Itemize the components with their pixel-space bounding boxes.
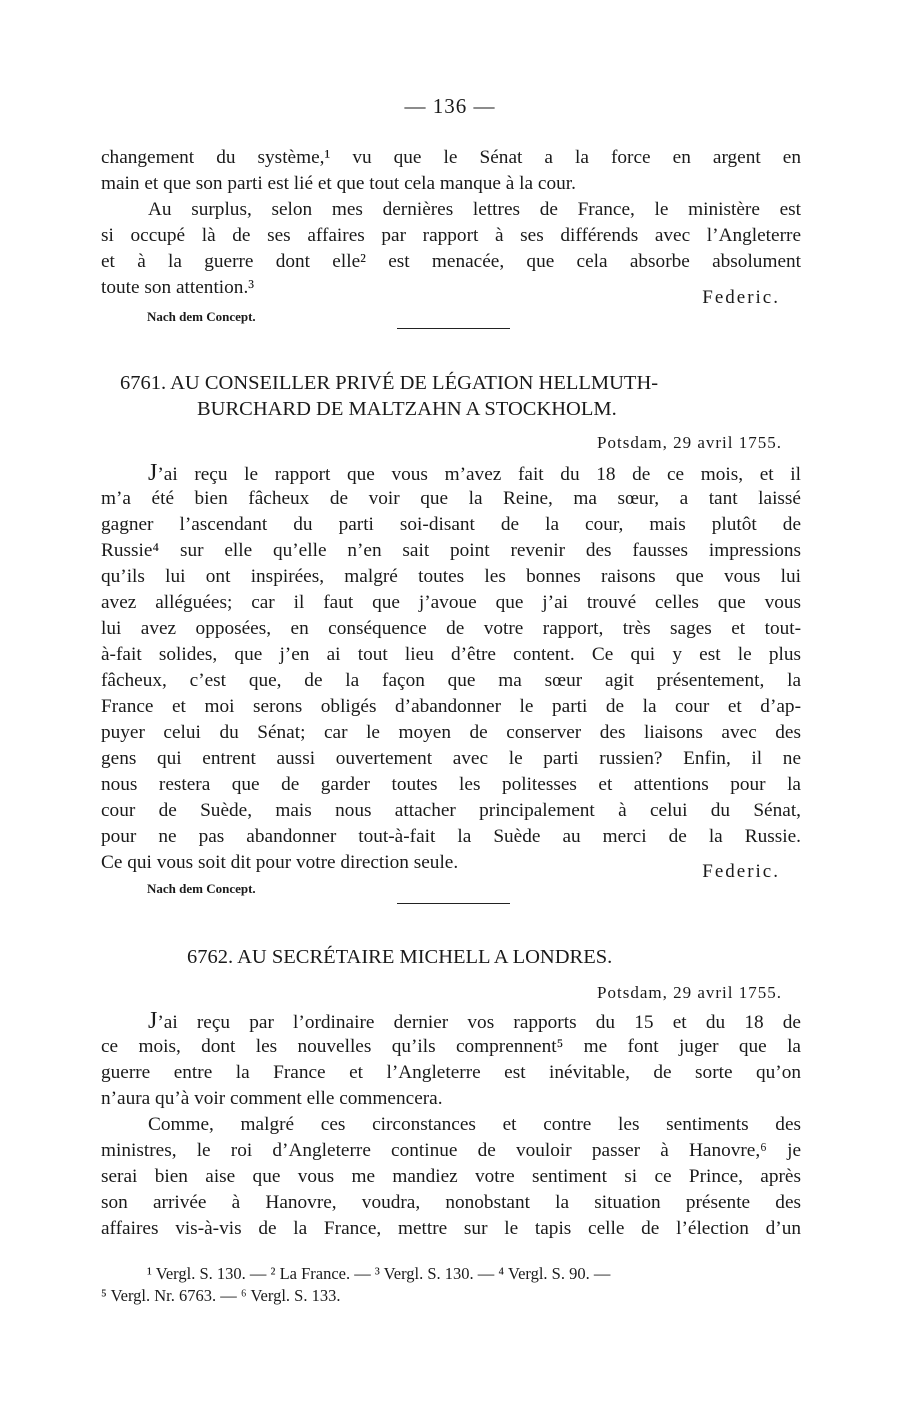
text-line: Au surplus, selon mes dernières lettres de France, le ministère est: [148, 199, 801, 220]
letter-title: [0, 369, 900, 397]
signature: Federic.: [702, 287, 780, 308]
source-note: Nach dem Concept.: [147, 309, 256, 324]
text-line: ce mois, dont les nouvelles qu’ils comprennent⁵ me font juger que la: [101, 1036, 801, 1057]
text-line: gens qui entrent aussi ouvertement avec le parti russien? Enfin, il ne: [101, 748, 801, 769]
letter-title: [0, 943, 900, 971]
section-divider: [397, 903, 510, 904]
letter-title-line: BURCHARD DE MALTZAHN A STOCKHOLM.: [197, 398, 617, 420]
text-line: cour de Suède, mais nous attacher principalement à celui du Sénat,: [101, 800, 801, 821]
page-number: — 136 —: [404, 94, 496, 118]
text-line: et à la guerre dont elle² est menacée, que cela absorbe absolument: [101, 251, 801, 272]
text-line: avez alléguées; car il faut que j’avoue que j’ai trouvé celles que vous: [101, 592, 801, 613]
text-line: nous restera que de garder toutes les politesses et attentions pour la: [101, 774, 801, 795]
letter-title-line: 6762. AU SECRÉTAIRE MICHELL A LONDRES.: [187, 946, 613, 968]
letter-title-line: 6761. AU CONSEILLER PRIVÉ DE LÉGATION HELLMUTH-: [120, 372, 659, 394]
footnote-line: ⁵ Vergl. Nr. 6763. — ⁶ Vergl. S. 133.: [101, 1286, 341, 1305]
footnote-line: ¹ Vergl. S. 130. — ² La France. — ³ Vergl. S. 130. — ⁴ Vergl. S. 90. —: [147, 1264, 611, 1283]
text-line: affaires vis-à-vis de la France, mettre sur le tapis celle de l’élection d’un: [101, 1218, 801, 1239]
section-divider: [397, 328, 510, 329]
drop-initial: J: [148, 460, 158, 486]
text-line: ministres, le roi d’Angleterre continue de vouloir passer à Hanovre,⁶ je: [101, 1140, 801, 1161]
text-line: guerre entre la France et l’Angleterre est inévitable, de sorte qu’on: [101, 1062, 801, 1083]
text-line: gagner l’ascendant du parti soi-disant de la cour, mais plutôt de: [101, 514, 801, 535]
drop-initial: J: [148, 1008, 158, 1034]
text-line: toute son attention.³: [101, 277, 255, 298]
text-line: Russie⁴ sur elle qu’elle n’en sait point revenir des fausses impressions: [101, 540, 801, 561]
text-line: [148, 1008, 801, 1034]
signature: Federic.: [702, 861, 780, 882]
dateline: Potsdam, 29 avril 1755.: [597, 983, 782, 1002]
text-line: Comme, malgré ces circonstances et contre les sentiments des: [148, 1114, 801, 1135]
text-line: à-fait solides, que j’en ai tout lieu d’être content. Ce qui y est le plus: [101, 644, 801, 665]
source-note: Nach dem Concept.: [147, 881, 256, 896]
text-line: lui avez opposées, en conséquence de votre rapport, très sages et tout-: [101, 618, 801, 639]
text-run: ’ai reçu par l’ordinaire dernier vos rapports du 15 et du 18 de: [157, 1012, 801, 1033]
dateline: Potsdam, 29 avril 1755.: [597, 433, 782, 452]
text-line: puyer celui du Sénat; car le moyen de conserver des liaisons avec des: [101, 722, 801, 743]
text-line: fâcheux, c’est que, de la façon que ma sœur agit présentement, la: [101, 670, 801, 691]
text-line: n’aura qu’à voir comment elle commencera.: [101, 1088, 443, 1109]
text-line: pour ne pas abandonner tout-à-fait la Suède au merci de la Russie.: [101, 826, 801, 847]
text-line: [148, 460, 801, 486]
text-run: ’ai reçu le rapport que vous m’avez fait du 18 de ce mois, et il: [157, 464, 801, 485]
text-line: changement du système,¹ vu que le Sénat a la force en argent en: [101, 147, 801, 168]
text-line: son arrivée à Hanovre, voudra, nonobstant la situation présente des: [101, 1192, 801, 1213]
text-line: m’a été bien fâcheux de voir que la Reine, ma sœur, a tant laissé: [101, 488, 801, 509]
text-line: si occupé là de ses affaires par rapport à ses différends avec l’Angleterre: [101, 225, 801, 246]
text-line: Ce qui vous soit dit pour votre direction seule.: [101, 852, 459, 873]
text-line: qu’ils lui ont inspirées, malgré toutes les bonnes raisons que vous lui: [101, 566, 801, 587]
letter-title: [0, 395, 900, 423]
text-line: serai bien aise que vous me mandiez votre sentiment si ce Prince, après: [101, 1166, 801, 1187]
text-line: main et que son parti est lié et que tout cela manque à la cour.: [101, 173, 576, 194]
text-line: France et moi serons obligés d’abandonner le parti de la cour et d’ap-: [101, 696, 801, 717]
